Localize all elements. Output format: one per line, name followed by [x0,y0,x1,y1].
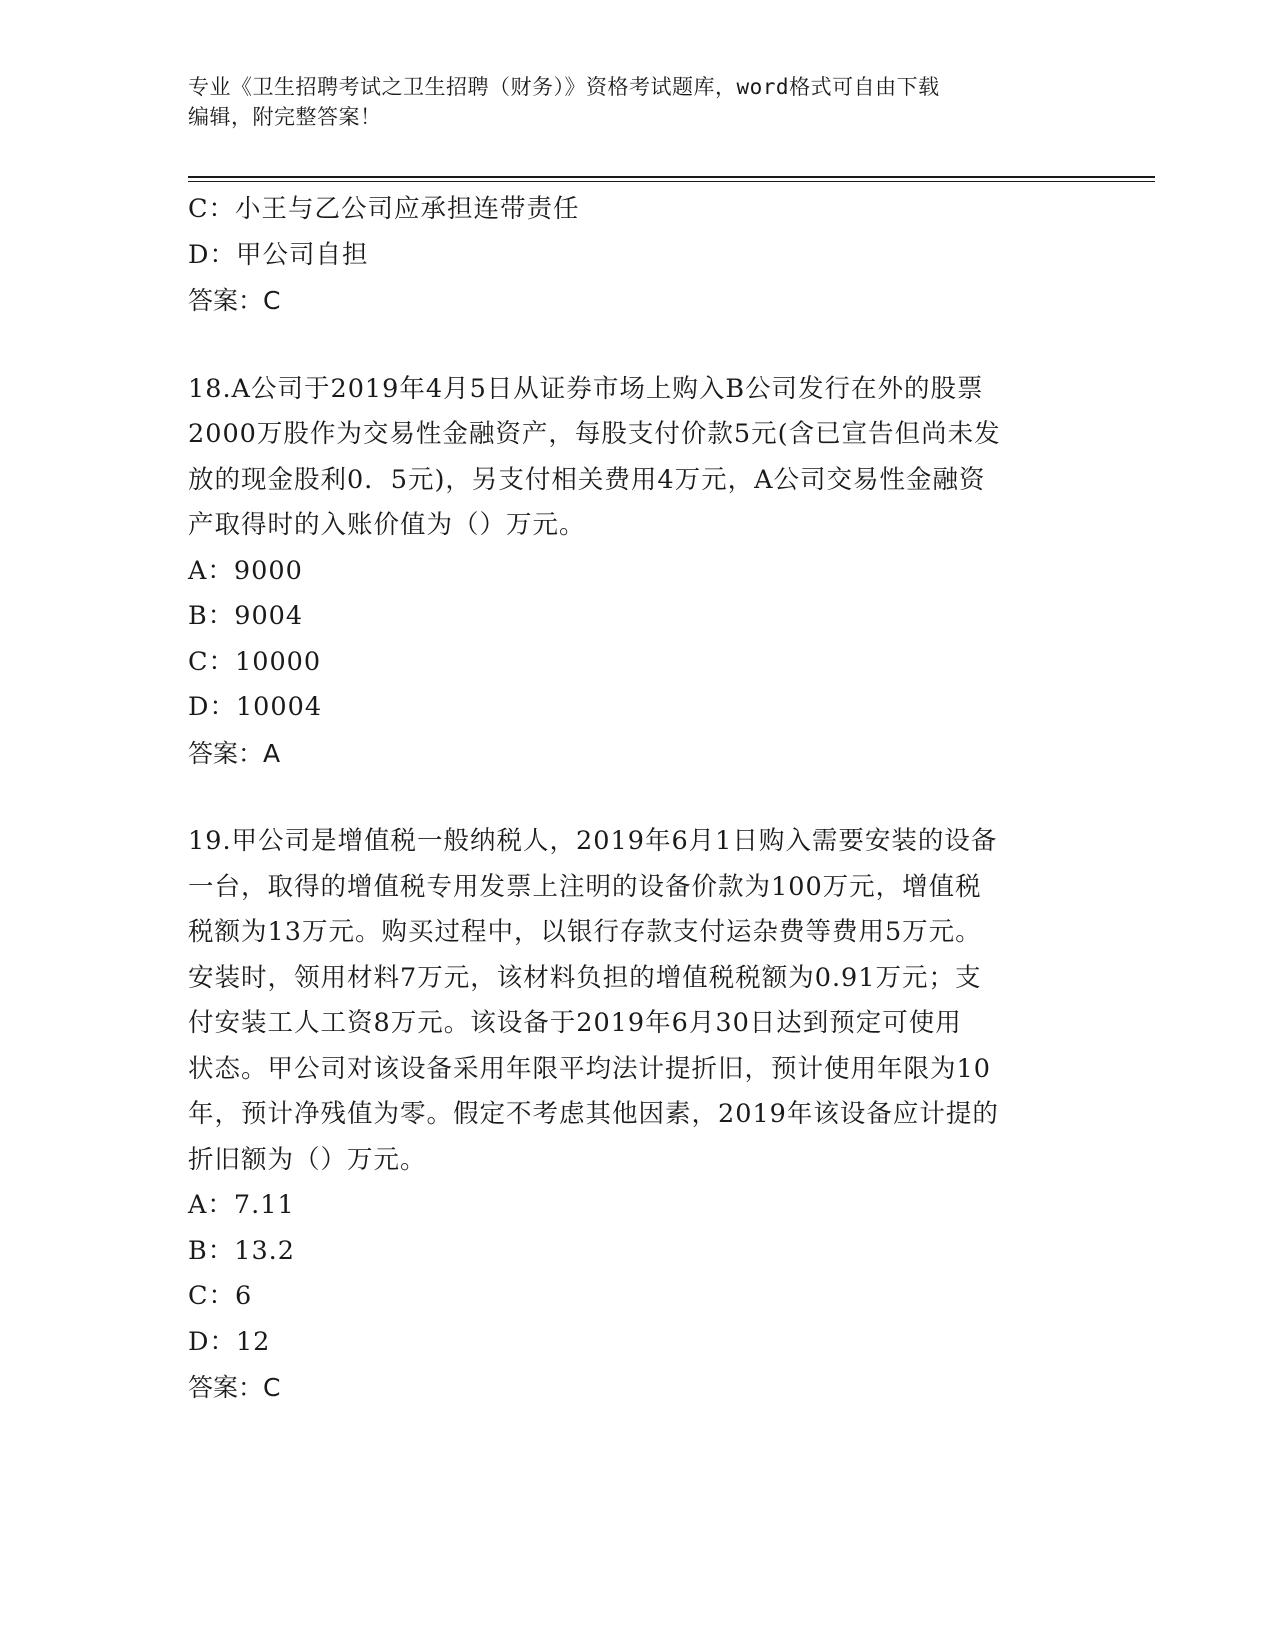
question-stem-line: 放的现金股利0．5元)，另支付相关费用4万元，A公司交易性金融资 [188,464,986,495]
document-header [188,72,1088,132]
question-stem-line: 付安装工人工资8万元。该设备于2019年6月30日达到预定可使用 [188,1008,962,1038]
option-c: C：6 [188,1281,253,1311]
header-line-2: 编辑，附完整答案！ [188,105,382,129]
option-c: C：小王与乙公司应承担连带责任 [188,194,580,224]
answer-line: 答案：C [188,286,281,315]
question-stem-line: 安装时，领用材料7万元，该材料负担的增值税税额为0.91万元；支 [188,962,982,993]
option-d: D：12 [188,1326,271,1357]
question-stem-line: 产取得时的入账价值为（）万元。 [188,510,586,540]
answer-line: 答案：A [188,738,281,768]
question-stem-line: 18.A公司于2019年4月5日从证券市场上购入B公司发行在外的股票 [188,373,984,404]
question-stem-line: 年，预计净残值为零。假定不考虑其他因素，2019年该设备应计提的 [188,1099,999,1129]
question-stem-line: 税额为13万元。购买过程中，以银行存款支付运杂费等费用5万元。 [188,917,982,947]
spacer [188,776,1088,819]
header-line-1: 专业《卫生招聘考试之卫生招聘（财务）》资格考试题库，word格式可自由下载 [188,75,940,99]
spacer [188,324,1088,367]
option-a: A：9000 [188,555,303,586]
answer-line: 答案：C [188,1373,281,1402]
question-18 [188,367,1088,777]
question-stem-line: 折旧额为（）万元。 [188,1144,427,1175]
option-d: D：甲公司自担 [188,239,369,270]
question-stem-line: 状态。甲公司对该设备采用年限平均法计提折旧，预计使用年限为10 [188,1053,991,1084]
header-divider-thin [188,181,1155,182]
prev-question-block [188,187,1088,324]
question-stem-line: 2000万股作为交易性金融资产，每股支付价款5元(含已宣告但尚未发 [188,419,1001,449]
option-c: C：10000 [188,646,322,677]
document-body [188,187,1088,1411]
question-stem-line: 19.甲公司是增值税一般纳税人，2019年6月1日购入需要安装的设备 [188,826,998,856]
question-stem-line: 一台，取得的增值税专用发票上注明的设备价款为100万元，增值税 [188,871,982,902]
option-d: D：10004 [188,692,323,722]
question-19 [188,819,1088,1411]
option-b: B：13.2 [188,1235,296,1266]
option-b: B：9004 [188,601,304,631]
header-divider-thick [188,176,1155,178]
option-a: A：7.11 [188,1190,295,1220]
